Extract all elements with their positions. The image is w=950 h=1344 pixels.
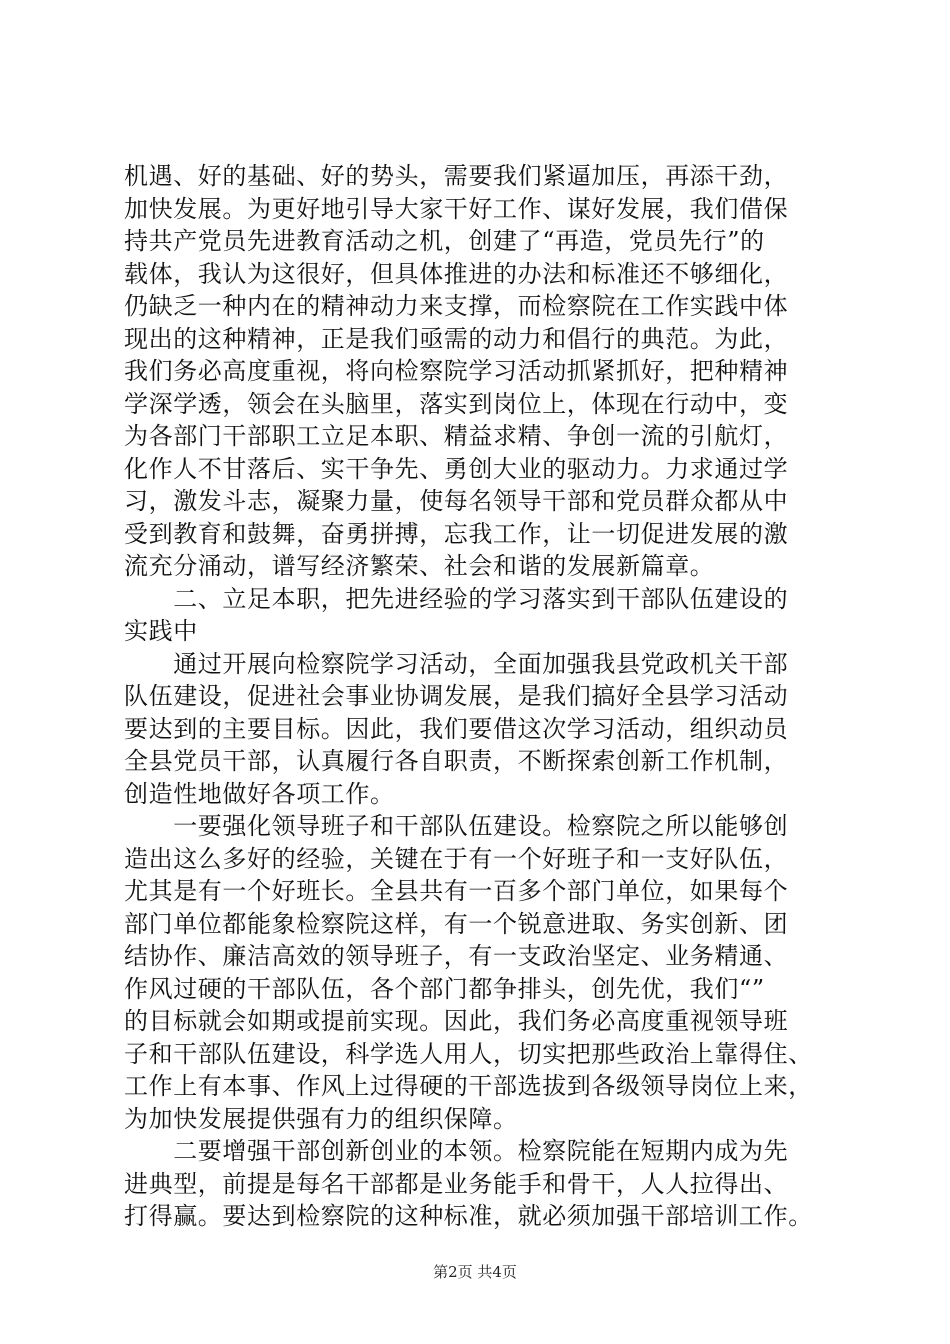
text-line: 为各部门干部职工立足本职、精益求精、争创一流的引航灯，: [124, 422, 789, 450]
text-line: 全县党员干部，认真履行各自职责，不断探索创新工作机制，: [124, 747, 789, 775]
text-line: 工作上有本事、作风上过得硬的干部选拔到各级领导岗位上来，: [124, 1072, 813, 1100]
text-line: 流充分涌动，谱写经济繁荣、社会和谐的发展新篇章。: [124, 552, 715, 580]
text-line: 通过开展向检察院学习活动，全面加强我县党政机关干部: [124, 649, 789, 678]
text-line: 为加快发展提供强有力的组织保障。: [124, 1104, 518, 1133]
text-line: 创造性地做好各项工作。: [124, 779, 395, 808]
text-line: 尤其是有一个好班长。全县共有一百多个部门单位，如果每个: [124, 877, 789, 905]
text-line: 加快发展。为更好地引导大家干好工作、谋好发展，我们借保: [124, 194, 789, 223]
text-line: 学深学透，领会在头脑里，落实到岗位上，体现在行动中，变: [124, 389, 789, 418]
text-line: 造出这么多好的经验，关键在于有一个好班子和一支好队伍，: [124, 844, 789, 873]
text-line: 受到教育和鼓舞，奋勇拼搏，忘我工作，让一切促进发展的激: [124, 519, 789, 548]
text-line: 载体，我认为这很好，但具体推进的办法和标准还不够细化，: [124, 259, 789, 288]
text-line: 二要增强干部创新创业的本领。检察院能在短期内成为先: [124, 1137, 789, 1165]
text-line: 我们务必高度重视，将向检察院学习活动抓紧抓好，把种精神: [124, 357, 789, 385]
text-line: 仍缺乏一种内在的精神动力来支撑，而检察院在工作实践中体: [124, 292, 789, 320]
document-body: [124, 160, 840, 1233]
text-line: 结协作、廉洁高效的领导班子，有一支政治坚定、业务精通、: [124, 942, 789, 970]
text-line: 实践中: [124, 617, 198, 645]
text-line: 作风过硬的干部队伍，各个部门都争排头，创先优，我们“”: [124, 974, 765, 1003]
text-line: 进典型，前提是每名干部都是业务能手和骨干，人人拉得出、: [124, 1169, 789, 1198]
text-line: 要达到的主要目标。因此，我们要借这次学习活动，组织动员: [124, 714, 789, 743]
text-line: 二、立足本职，把先进经验的学习落实到干部队伍建设的: [124, 584, 789, 613]
text-line: 队伍建设，促进社会事业协调发展，是我们搞好全县学习活动: [124, 682, 789, 710]
text-line: 机遇、好的基础、好的势头，需要我们紧逼加压，再添干劲，: [124, 162, 789, 190]
page-footer: 第2页 共4页: [433, 1263, 517, 1281]
text-line: 子和干部队伍建设，科学选人用人，切实把那些政治上靠得住、: [124, 1039, 813, 1068]
text-line: 持共产党员先进教育活动之机，创建了“再造，党员先行”的: [124, 227, 765, 255]
text-line: 一要强化领导班子和干部队伍建设。检察院之所以能够创: [124, 812, 789, 840]
text-line: 部门单位都能象检察院这样，有一个锐意进取、务实创新、团: [124, 909, 789, 938]
text-line: 打得赢。要达到检察院的这种标准，就必须加强干部培训工作。: [124, 1202, 813, 1230]
text-line: 化作人不甘落后、实干争先、勇创大业的驱动力。力求通过学: [124, 454, 789, 483]
text-line: 现出的这种精神，正是我们亟需的动力和倡行的典范。为此，: [124, 324, 789, 353]
text-line: 的目标就会如期或提前实现。因此，我们务必高度重视领导班: [124, 1007, 789, 1035]
text-line: 习，激发斗志，凝聚力量，使每名领导干部和党员群众都从中: [124, 487, 789, 515]
